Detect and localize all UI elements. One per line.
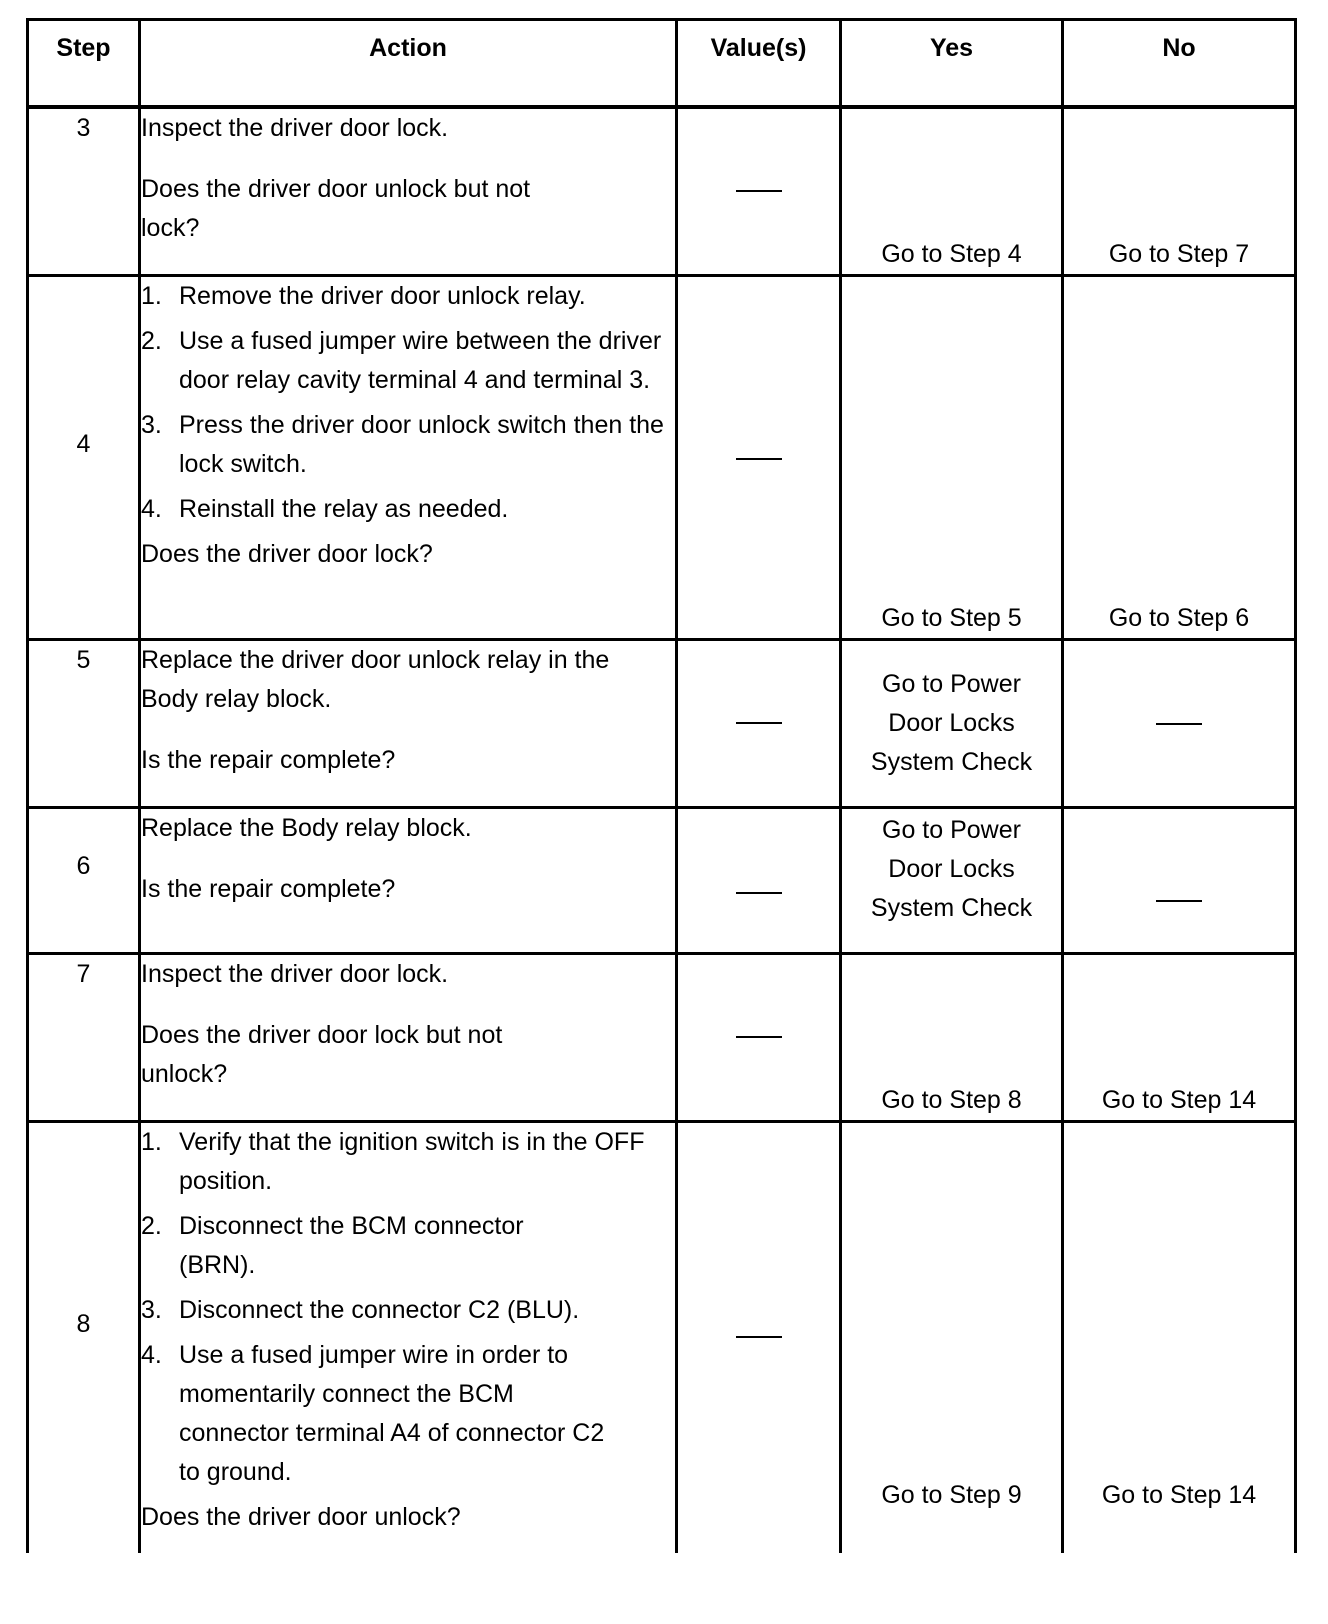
step-number: 7 <box>28 953 140 1121</box>
table-row <box>28 807 1296 953</box>
yes-cell: Go to Step 8 <box>841 953 1063 1121</box>
action-steps-list <box>141 277 675 529</box>
header-step: Step <box>28 20 140 108</box>
yes-line: Go to Power <box>882 815 1021 844</box>
table-row <box>28 275 1296 639</box>
step-number: 8 <box>28 1121 140 1553</box>
action-question: Is the repair complete? <box>141 745 396 774</box>
header-action: Action <box>140 20 677 108</box>
dash-mark <box>736 458 782 460</box>
no-cell <box>1063 639 1296 807</box>
yes-cell <box>841 807 1063 953</box>
list-item: 2. Use a fused jumper wire between the driver door relay cavity terminal 4 and terminal 3. <box>141 326 662 394</box>
list-item: 2. Disconnect the BCM connector (BRN). <box>141 1211 524 1279</box>
list-item: 1. Verify that the ignition switch is in the OFF position. <box>141 1127 645 1195</box>
dash-mark <box>736 1036 782 1038</box>
value-cell <box>677 807 841 953</box>
no-cell: Go to Step 14 <box>1063 953 1296 1121</box>
action-steps-list <box>141 1123 675 1492</box>
action-cell <box>140 107 677 275</box>
dash-mark <box>1156 723 1202 725</box>
action-question: Is the repair complete? <box>141 874 396 903</box>
yes-line: Door Locks <box>888 854 1015 883</box>
action-intro: Inspect the driver door lock. <box>141 959 449 988</box>
list-item: 4. Use a fused jumper wire in order to momentarily connect the BCM connector terminal A4 of connector C2 to ground. <box>141 1340 605 1486</box>
header-yes: Yes <box>841 20 1063 108</box>
action-question: Does the driver door lock but not unlock? <box>141 1020 503 1088</box>
step-number: 5 <box>28 639 140 807</box>
list-item: 1. Remove the driver door unlock relay. <box>141 281 586 310</box>
no-cell: Go to Step 14 <box>1063 1121 1296 1553</box>
step-number: 4 <box>28 275 140 639</box>
action-intro: Inspect the driver door lock. <box>141 114 449 142</box>
action-cell <box>140 275 677 639</box>
value-cell <box>677 107 841 275</box>
action-cell <box>140 639 677 807</box>
header-values: Value(s) <box>677 20 841 108</box>
dash-mark <box>736 190 782 192</box>
list-item: 3. Press the driver door unlock switch then the lock switch. <box>141 410 664 478</box>
dash-mark <box>736 1336 782 1338</box>
step-number: 6 <box>28 807 140 953</box>
yes-cell: Go to Step 4 <box>841 107 1063 275</box>
no-cell: Go to Step 6 <box>1063 275 1296 639</box>
action-question: Does the driver door lock? <box>141 539 433 568</box>
yes-cell <box>841 639 1063 807</box>
table-row <box>28 953 1296 1121</box>
yes-line: Door Locks <box>888 708 1015 737</box>
dash-mark <box>736 722 782 724</box>
list-item: 3. Disconnect the connector C2 (BLU). <box>141 1295 580 1324</box>
value-cell <box>677 639 841 807</box>
yes-line: Go to Power <box>882 669 1021 698</box>
step-number: 3 <box>28 107 140 275</box>
dash-mark <box>736 892 782 894</box>
action-intro: Replace the Body relay block. <box>141 813 472 842</box>
value-cell <box>677 953 841 1121</box>
yes-cell: Go to Step 9 <box>841 1121 1063 1553</box>
yes-cell: Go to Step 5 <box>841 275 1063 639</box>
header-row <box>28 20 1296 108</box>
action-cell <box>140 1121 677 1553</box>
table-row <box>28 107 1296 275</box>
table-row <box>28 639 1296 807</box>
no-cell <box>1063 807 1296 953</box>
action-intro: Replace the driver door unlock relay in the Body relay block. <box>141 645 610 713</box>
action-question: Does the driver door unlock but not lock? <box>141 175 531 242</box>
yes-line: System Check <box>870 893 1033 922</box>
action-question: Does the driver door unlock? <box>141 1502 461 1531</box>
dash-mark <box>1156 900 1202 902</box>
value-cell <box>677 275 841 639</box>
table-row <box>28 1121 1296 1553</box>
action-cell <box>140 807 677 953</box>
diagnostic-table <box>26 18 1297 1553</box>
header-no: No <box>1063 20 1296 108</box>
no-cell: Go to Step 7 <box>1063 107 1296 275</box>
action-cell <box>140 953 677 1121</box>
yes-line: System Check <box>870 747 1033 776</box>
value-cell <box>677 1121 841 1553</box>
list-item: 4. Reinstall the relay as needed. <box>141 494 509 523</box>
